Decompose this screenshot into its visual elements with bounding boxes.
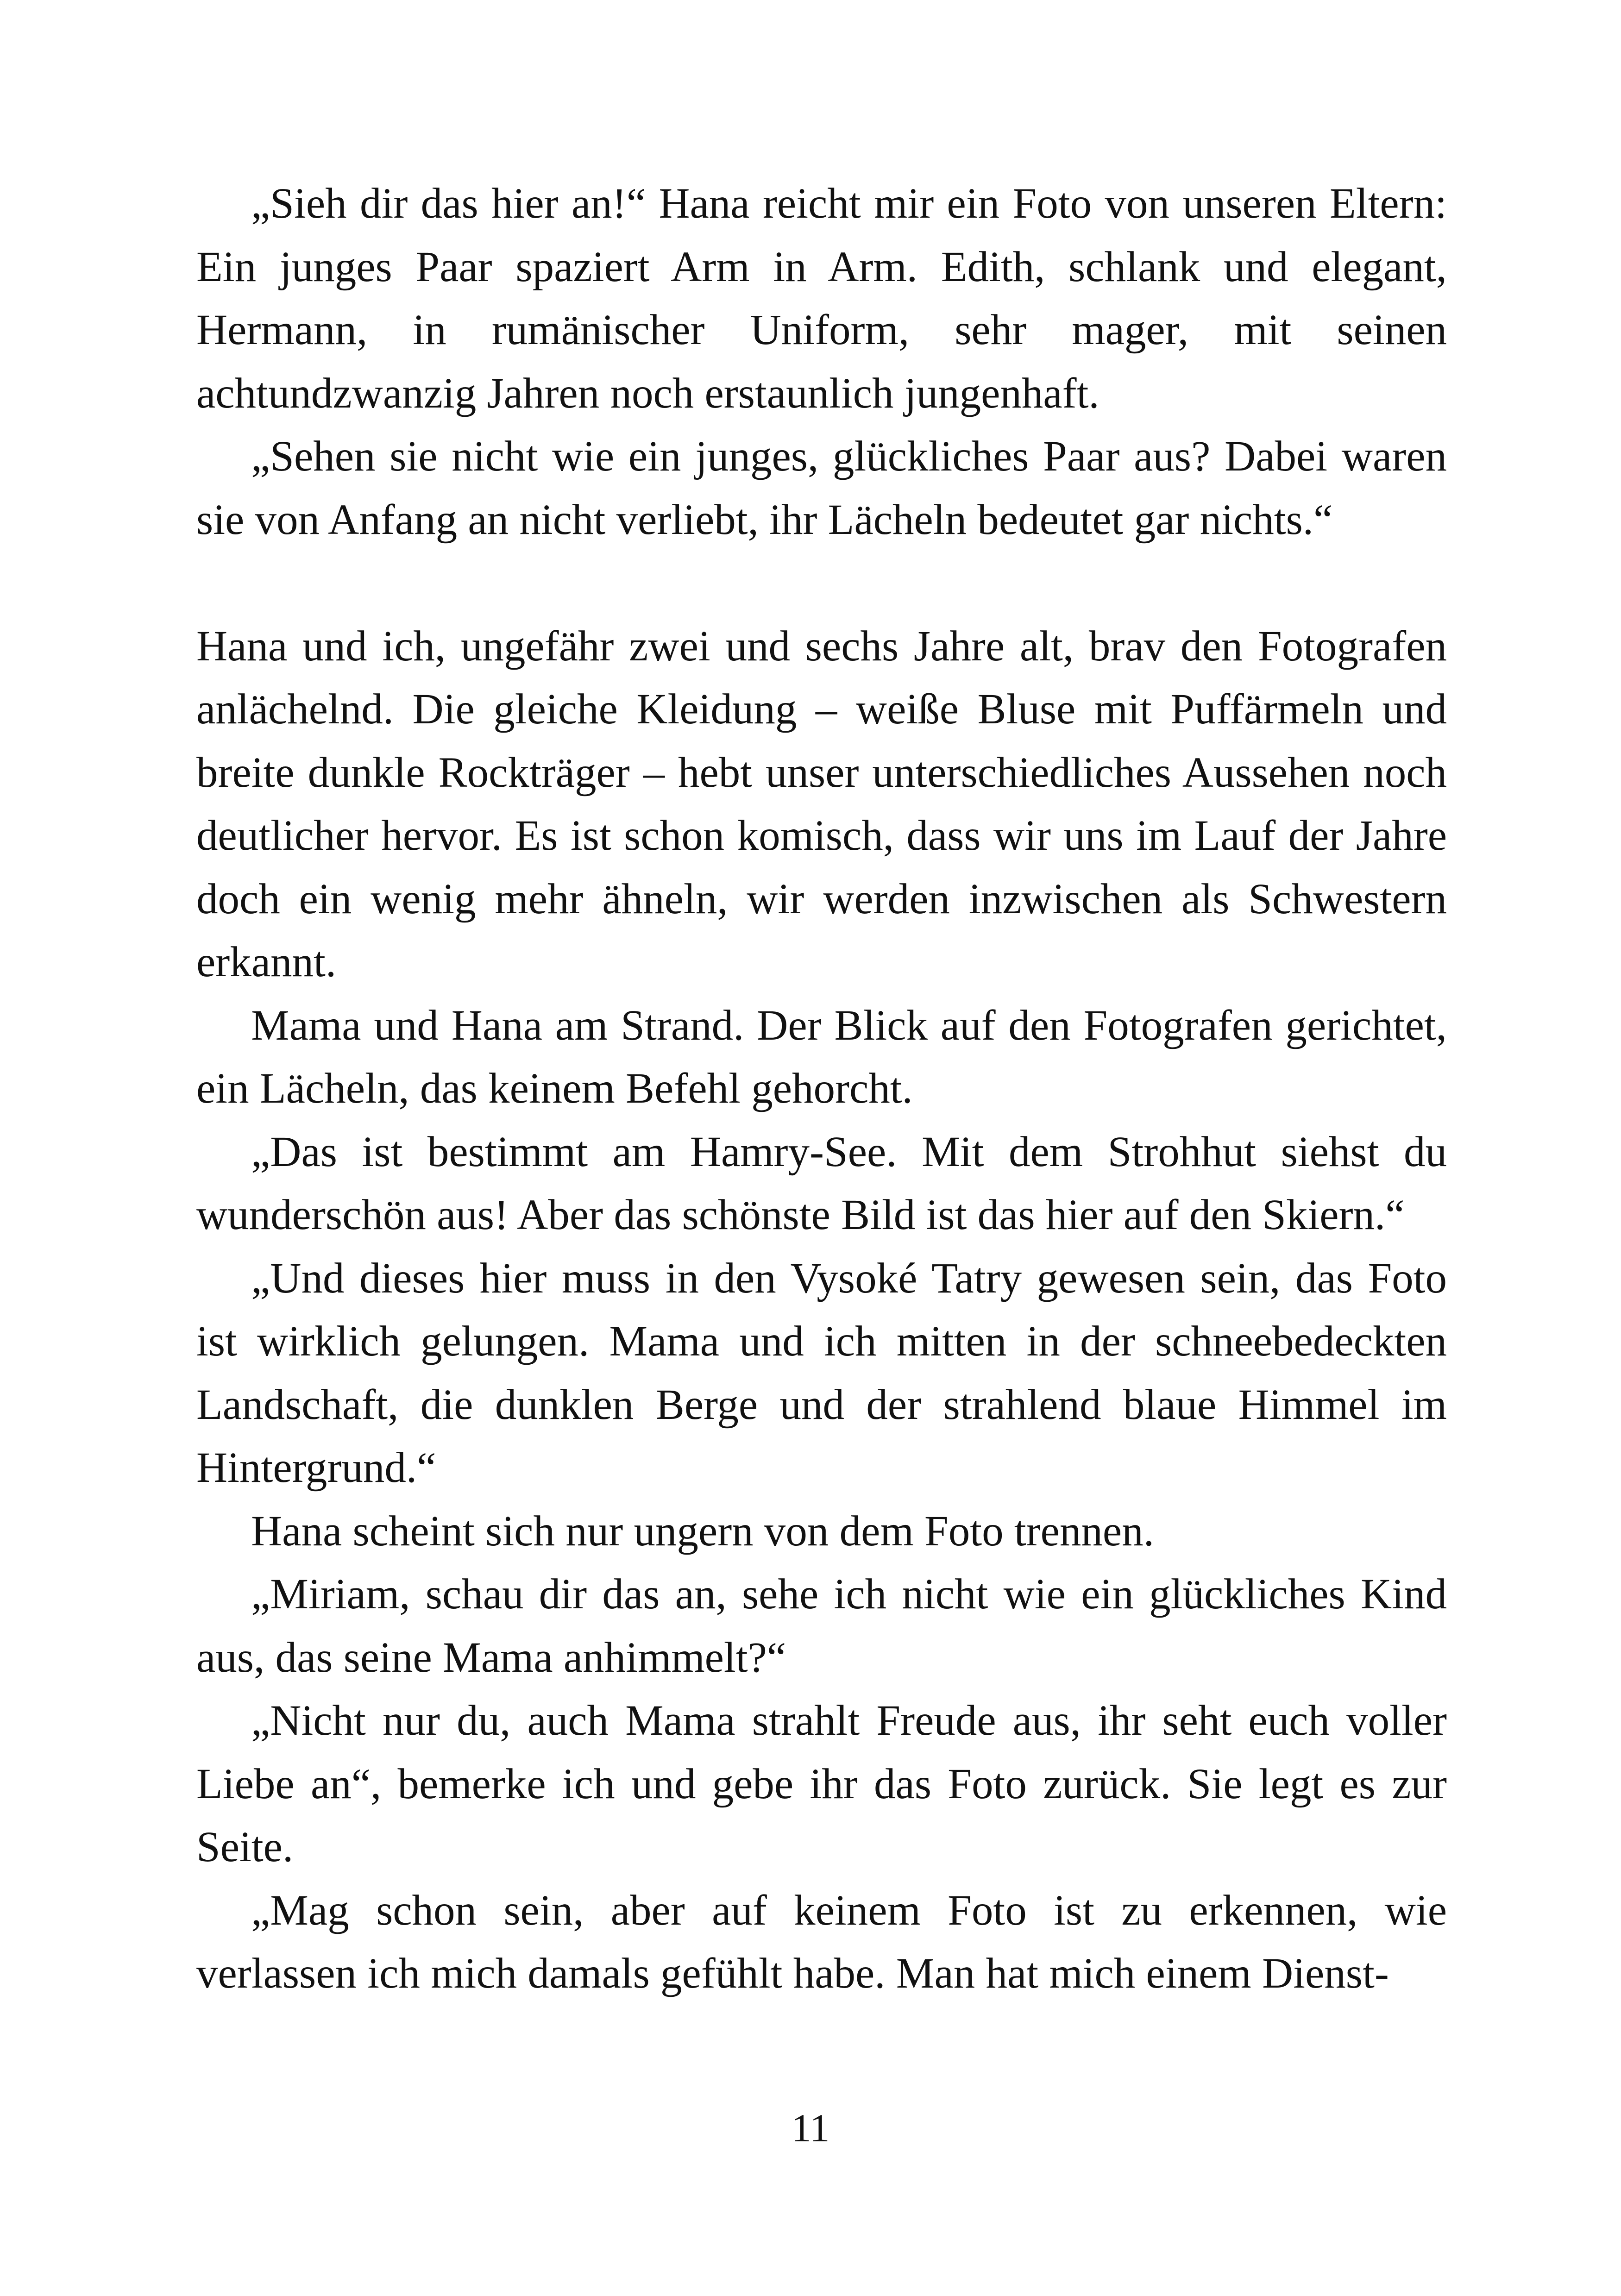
- paragraph-7: Hana scheint sich nur ungern von dem Foto trennen.: [251, 1507, 1154, 1555]
- paragraph-2: „Sehen sie nicht wie ein junges, glückliches Paar aus? Dabei waren sie von Anfang an nicht verliebt, ihr Lächeln bedeutet gar nichts.“: [196, 433, 1447, 544]
- paragraph-9: „Nicht nur du, auch Mama strahlt Freude aus, ihr seht euch voller Liebe an“, bemerke ich und gebe ihr das Foto zurück. Sie legt es zur Seite.: [196, 1697, 1447, 1871]
- paragraph-8: „Miriam, schau dir das an, sehe ich nicht wie ein glückliches Kind aus, das seine Mama anhimmelt?“: [196, 1570, 1447, 1681]
- page-number: 11: [791, 2106, 830, 2150]
- paragraph-5: „Das ist bestimmt am Hamry-See. Mit dem Strohhut siehst du wunderschön aus! Aber das schönste Bild ist das hier auf den Skiern.“: [196, 1128, 1447, 1239]
- scene-break: [196, 552, 1447, 615]
- paragraph-3: Hana und ich, ungefähr zwei und sechs Jahre alt, brav den Fotografen anlächelnd. Die gleiche Kleidung – weiße Bluse mit Puffärmeln und breite dunkle Rockträger – hebt unser unterschiedliches Aussehen noch deutlicher hervor. Es ist schon komisch, dass wir uns im Lauf der Jahre doch ein wenig mehr ähneln, wir werden inzwischen als Schwestern erkannt.: [196, 622, 1447, 986]
- body-text: [196, 172, 1447, 2006]
- paragraph-4: Mama und Hana am Strand. Der Blick auf den Fotografen gerichtet, ein Lächeln, das keinem Befehl gehorcht.: [196, 1001, 1447, 1112]
- paragraph-10: „Mag schon sein, aber auf keinem Foto ist zu erkennen, wie verlassen ich mich damals gefühlt habe. Man hat mich einem Dienst-: [196, 1886, 1447, 1997]
- paragraph-6: „Und dieses hier muss in den Vysoké Tatry gewesen sein, das Foto ist wirklich gelungen. Mama und ich mitten in der schneebedeckten Landschaft, die dunklen Berge und der strahlend blaue Himmel im Hintergrund.“: [196, 1254, 1447, 1492]
- paragraph-1: „Sieh dir das hier an!“ Hana reicht mir ein Foto von unseren Eltern: Ein junges Paar spaziert Arm in Arm. Edith, schlank und elegant, Hermann, in rumänischer Uniform, sehr mager, mit seinen achtundzwanzig Jahren noch erstaunlich jungenhaft.: [196, 180, 1447, 417]
